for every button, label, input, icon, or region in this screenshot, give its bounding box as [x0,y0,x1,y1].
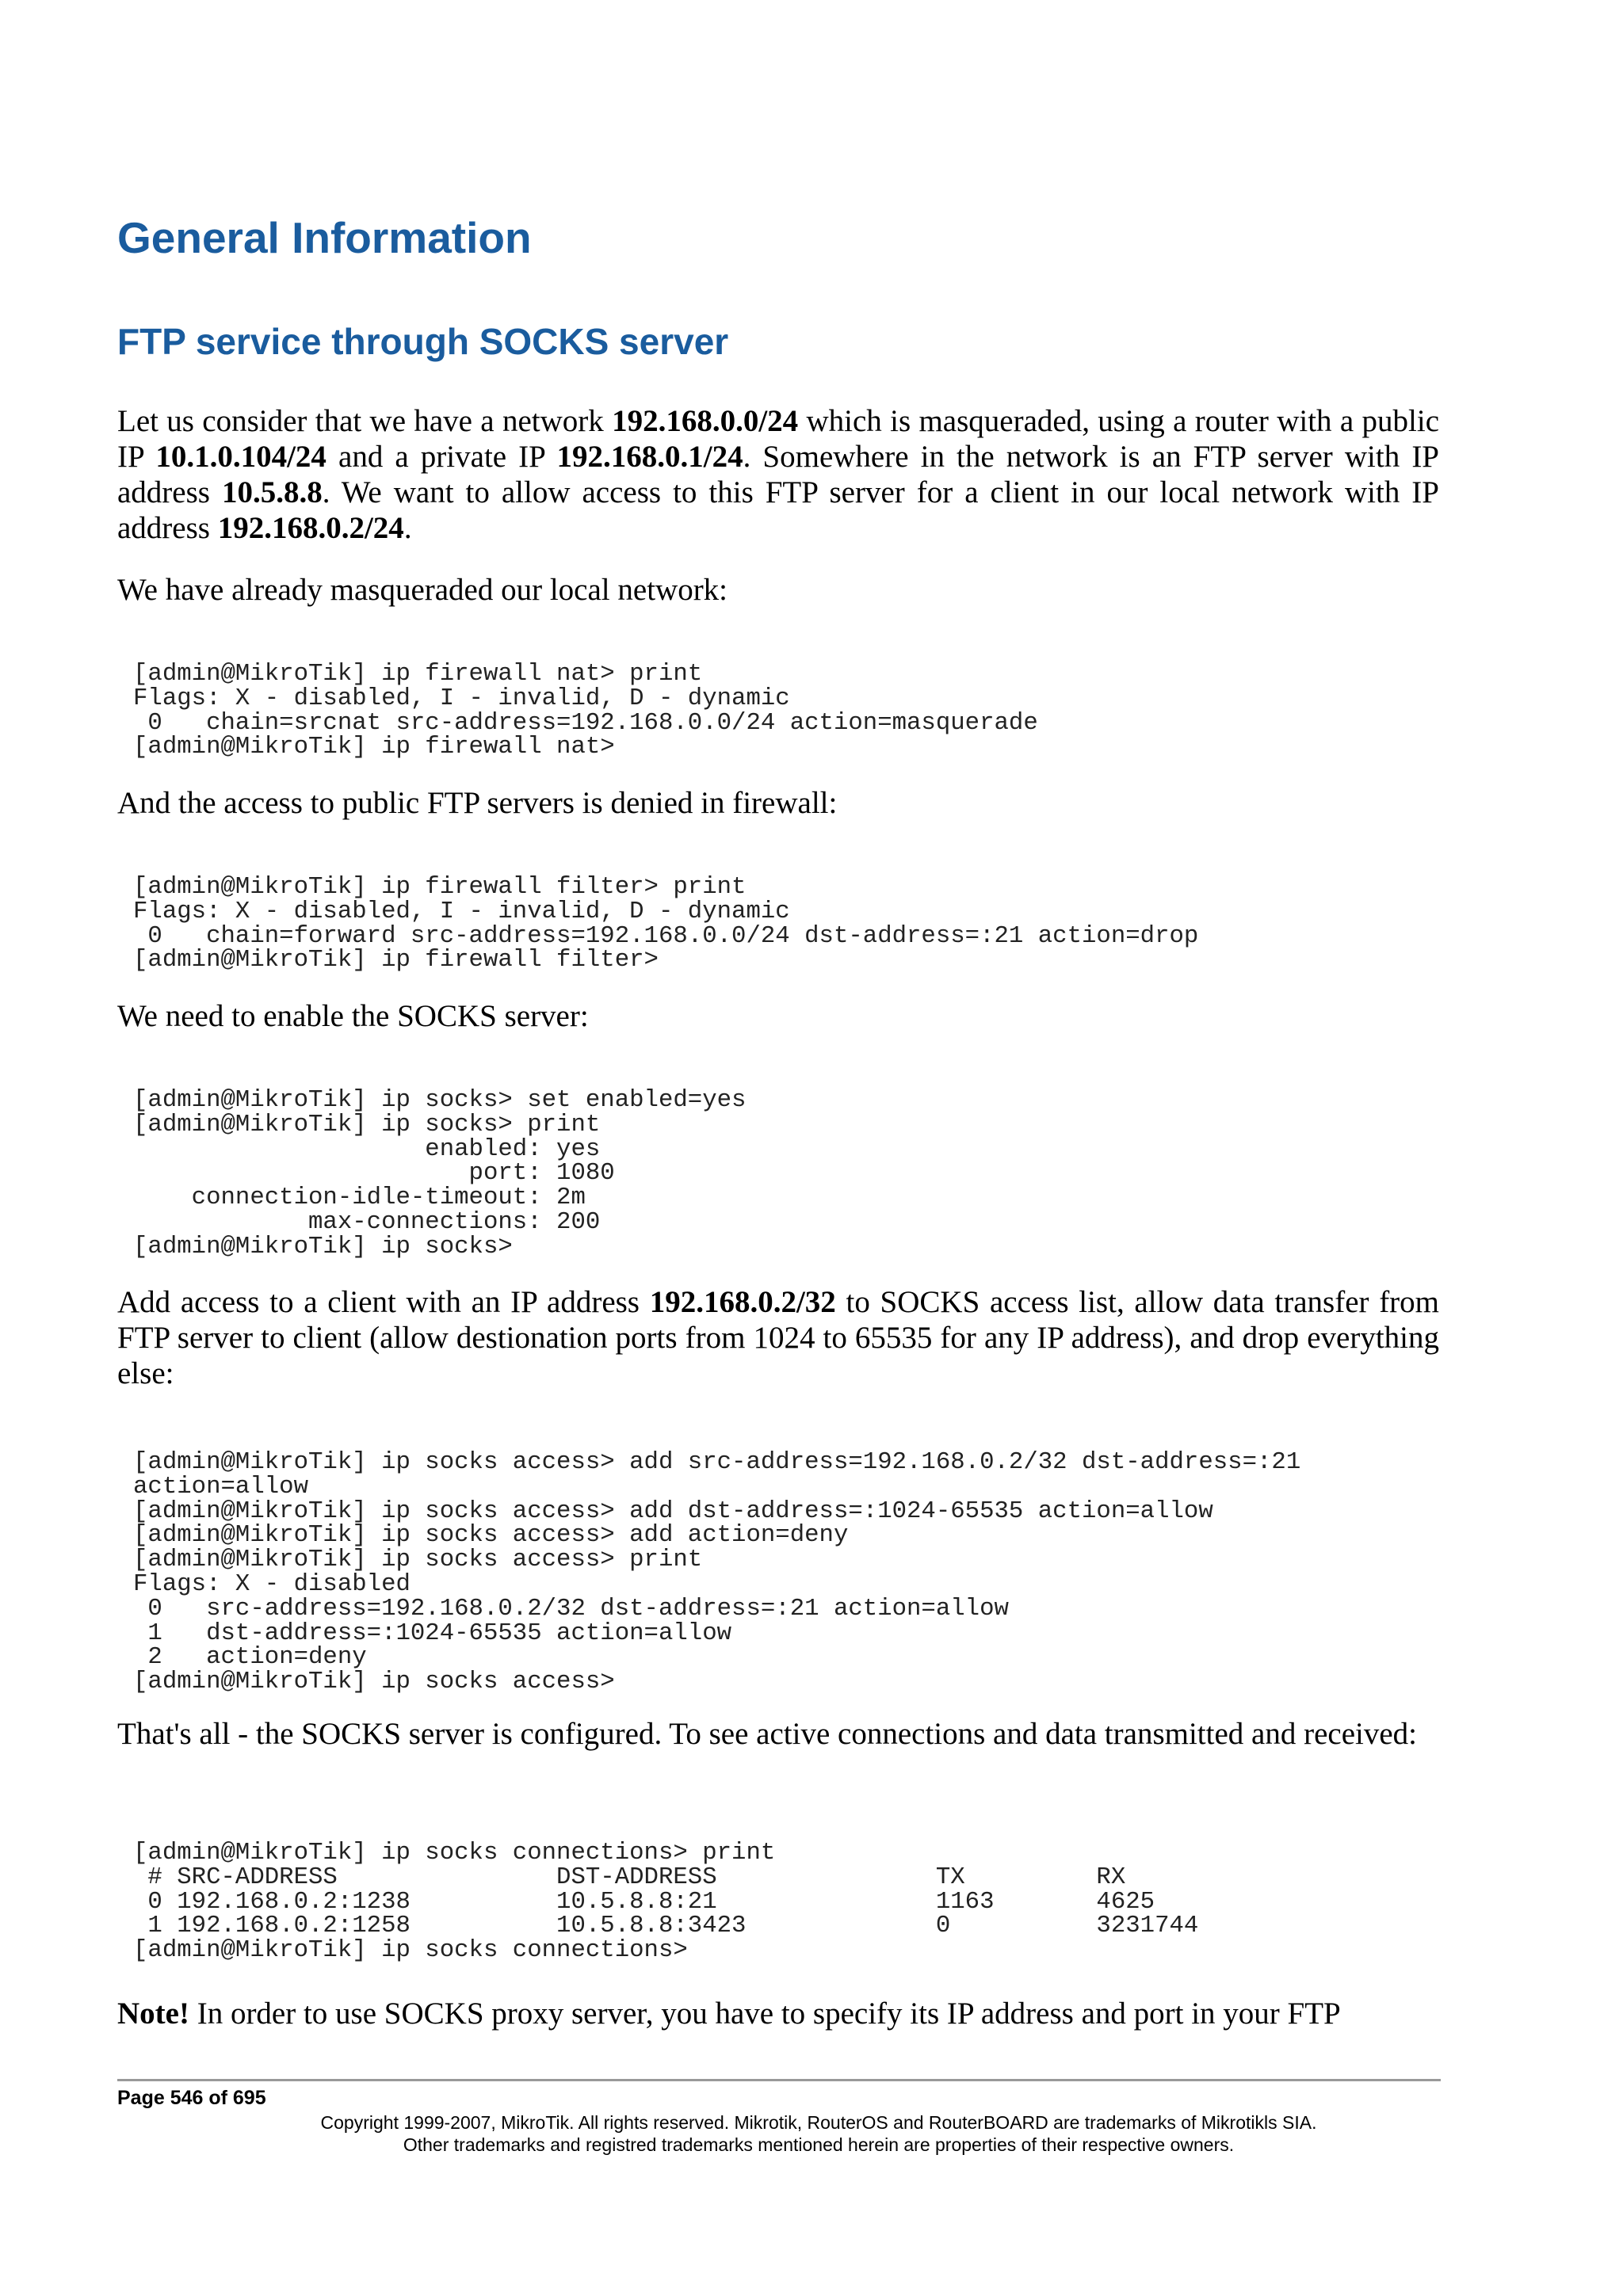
code-block-filter: [admin@MikroTik] ip firewall filter> print Flags: X - disabled, I - invalid, D - dynamic 0 chain=forward src-address=192.168.0.0/24 dst-address=:21 action=drop [admin@MikroTik] ip firewall filter> [133,873,1199,974]
intro-paragraph: Let us consider that we have a network 192.168.0.0/24 which is masqueraded, using a router with a public IP 10.1.0.104/24 and a private IP 192.168.0.1/24. Somewhere in the network is an FTP server with IP address 10.5.8.8. We want to allow access to this FTP server for a client in our local network with IP address 192.168.0.2/24. [117,404,1439,545]
enable-socks-paragraph: We need to enable the SOCKS server: [117,999,589,1033]
access-list-paragraph: Add access to a client with an IP address 192.168.0.2/32 to SOCKS access list, allow data transfer from FTP server to client (allow destionation ports from 1024 to 65535 for any IP address), and drop everything else: [117,1285,1440,1390]
firewall-paragraph: And the access to public FTP servers is denied in firewall: [117,786,838,820]
note-paragraph: Note! In order to use SOCKS proxy server, you have to specify its IP address and port in your FTP [117,1997,1341,2031]
configured-paragraph: That's all - the SOCKS server is configured. To see active connections and data transmitted and received: [117,1717,1417,1751]
page-title: General Information [117,213,532,262]
section-title: FTP service through SOCKS server [117,321,729,362]
note-label: Note! [117,1997,189,2031]
copyright-line-1: Copyright 1999-2007, MikroTik. All rights reserved. Mikrotik, RouterOS and RouterBOARD are trademarks of Mikrotikls SIA. [320,2112,1317,2133]
code-block-access: [admin@MikroTik] ip socks access> add src-address=192.168.0.2/32 dst-address=:21 action=allow [admin@MikroTik] ip socks access> add dst-address=:1024-65535 action=allow [admin@MikroTik] ip socks access> add action=deny [admin@MikroTik] ip socks access> print Flags: X - disabled 0 src-address=192.168.0.2/32 dst-address=:21 action=allow 1 dst-address=:1024-65535 action=allow 2 action=deny [admin@MikroTik] ip socks access> [133,1448,1301,1696]
code-block-socks: [admin@MikroTik] ip socks> set enabled=yes [admin@MikroTik] ip socks> print enabled: yes port: 1080 connection-idle-timeout: 2m max-connections: 200 [admin@MikroTik] ip socks> [133,1086,747,1261]
footer-divider [117,2079,1441,2081]
code-block-connections: [admin@MikroTik] ip socks connections> print # SRC-ADDRESS DST-ADDRESS TX RX 0 192.168.0.2:1238 10.5.8.8:21 1163 4625 1 192.168.0.2:1258 10.5.8.8:3423 0 3231744 [admin@MikroTik] ip socks connections> [133,1839,1199,1965]
code-block-nat: [admin@MikroTik] ip firewall nat> print Flags: X - disabled, I - invalid, D - dynamic 0 chain=srcnat src-address=192.168.0.0/24 action=masquerade [admin@MikroTik] ip firewall nat> [133,660,1038,761]
masquerade-paragraph: We have already masqueraded our local network: [117,573,728,607]
copyright-line-2: Other trademarks and registred trademarks mentioned herein are properties of their respective owners. [403,2134,1235,2155]
page-number: Page 546 of 695 [117,2087,266,2109]
